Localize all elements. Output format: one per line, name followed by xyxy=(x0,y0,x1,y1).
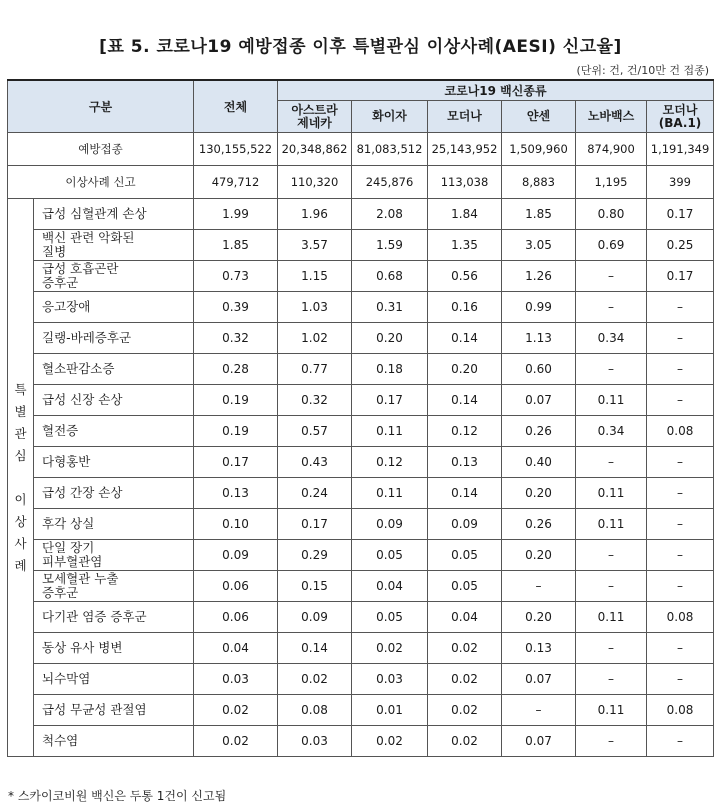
rate-cell: 0.11 xyxy=(352,416,428,447)
rate-cell: 0.31 xyxy=(352,292,428,323)
rate-cell: 0.11 xyxy=(576,385,647,416)
rate-cell: 0.34 xyxy=(576,323,647,354)
rate-cell: 0.20 xyxy=(428,354,502,385)
rate-cell: 1.13 xyxy=(502,323,576,354)
summary-cell: 874,900 xyxy=(576,133,647,166)
table-title: [표 5. 코로나19 예방접종 이후 특별관심 이상사례(AESI) 신고율] xyxy=(99,37,622,57)
rate-cell: 1.02 xyxy=(278,323,352,354)
rate-cell: 1.15 xyxy=(278,261,352,292)
rate-cell: 0.05 xyxy=(352,602,428,633)
summary-row-label: 예방접종 xyxy=(8,133,194,166)
table-row xyxy=(8,385,714,416)
footnote: * 스카이코비원 백신은 두통 1건이 신고됨 xyxy=(8,789,227,803)
rate-cell: – xyxy=(647,354,714,385)
rate-cell: 0.10 xyxy=(194,509,278,540)
table-row xyxy=(8,633,714,664)
table-row xyxy=(8,571,714,602)
summary-cell: 245,876 xyxy=(352,166,428,199)
rate-cell: 1.99 xyxy=(194,199,278,230)
rate-cell: 3.57 xyxy=(278,230,352,261)
summary-cell: 25,143,952 xyxy=(428,133,502,166)
rate-cell: – xyxy=(647,571,714,602)
summary-cell: 479,712 xyxy=(194,166,278,199)
rate-cell: 1.03 xyxy=(278,292,352,323)
row-label: 뇌수막염 xyxy=(34,664,194,695)
summary-cell: 110,320 xyxy=(278,166,352,199)
table-row xyxy=(8,664,714,695)
rate-cell: 0.02 xyxy=(428,726,502,757)
rate-cell: 0.08 xyxy=(647,695,714,726)
rate-cell: 0.77 xyxy=(278,354,352,385)
summary-row-label: 이상사례 신고 xyxy=(8,166,194,199)
rate-cell: 0.07 xyxy=(502,385,576,416)
rate-cell: 0.20 xyxy=(502,478,576,509)
table-row xyxy=(8,416,714,447)
rate-cell: 0.11 xyxy=(576,509,647,540)
table-row xyxy=(8,447,714,478)
side-label-char: 관 xyxy=(14,425,27,441)
row-label: 급성 무균성 관절염 xyxy=(34,695,194,726)
rate-cell: 1.84 xyxy=(428,199,502,230)
rate-cell: 0.08 xyxy=(278,695,352,726)
rate-cell: 0.14 xyxy=(278,633,352,664)
rate-cell: – xyxy=(502,571,576,602)
rate-cell: – xyxy=(647,447,714,478)
rate-cell: 0.09 xyxy=(278,602,352,633)
rate-cell: 0.68 xyxy=(352,261,428,292)
rate-cell: 0.05 xyxy=(428,571,502,602)
rate-cell: – xyxy=(502,695,576,726)
rate-cell: 0.08 xyxy=(647,416,714,447)
rate-cell: 0.05 xyxy=(352,540,428,571)
rate-cell: 0.03 xyxy=(352,664,428,695)
rate-cell: 0.69 xyxy=(576,230,647,261)
rate-cell: 0.02 xyxy=(194,726,278,757)
side-label-char: 이 xyxy=(14,491,27,507)
row-label: 후각 상실 xyxy=(34,509,194,540)
rate-cell: 0.09 xyxy=(352,509,428,540)
table-row xyxy=(8,199,714,230)
rate-cell: – xyxy=(647,726,714,757)
rate-cell: 0.14 xyxy=(428,385,502,416)
row-label: 응고장애 xyxy=(34,292,194,323)
table-row xyxy=(8,602,714,633)
rate-cell: 0.20 xyxy=(502,540,576,571)
table-row xyxy=(8,726,714,757)
summary-cell: 399 xyxy=(647,166,714,199)
rate-cell: 0.13 xyxy=(502,633,576,664)
rate-cell: – xyxy=(647,478,714,509)
table-row xyxy=(8,695,714,726)
rate-cell: 0.43 xyxy=(278,447,352,478)
header-vaccine: 모더나 xyxy=(428,101,502,133)
rate-cell: 0.14 xyxy=(428,478,502,509)
rate-cell: 0.17 xyxy=(352,385,428,416)
rate-cell: 0.02 xyxy=(278,664,352,695)
table-row xyxy=(8,509,714,540)
rate-cell: 0.02 xyxy=(352,633,428,664)
summary-cell: 20,348,862 xyxy=(278,133,352,166)
rate-cell: 0.20 xyxy=(502,602,576,633)
table-row xyxy=(8,230,714,261)
rate-cell: – xyxy=(576,354,647,385)
rate-cell: 1.85 xyxy=(502,199,576,230)
rate-cell: – xyxy=(647,292,714,323)
table-row xyxy=(8,323,714,354)
rate-cell: 0.06 xyxy=(194,571,278,602)
row-label: 급성 심혈관계 손상 xyxy=(34,199,194,230)
rate-cell: 0.09 xyxy=(194,540,278,571)
rate-cell: – xyxy=(576,726,647,757)
side-label-char: 례 xyxy=(14,557,27,573)
side-label-char xyxy=(8,467,33,489)
rate-cell: 0.02 xyxy=(194,695,278,726)
rate-cell: 3.05 xyxy=(502,230,576,261)
table-row xyxy=(8,261,714,292)
row-label: 급성 호흡곤란 증후군 xyxy=(34,261,194,292)
rate-cell: 0.12 xyxy=(352,447,428,478)
summary-cell: 1,195 xyxy=(576,166,647,199)
rate-cell: 0.18 xyxy=(352,354,428,385)
rate-cell: 0.01 xyxy=(352,695,428,726)
rate-cell: 0.02 xyxy=(352,726,428,757)
summary-cell: 1,191,349 xyxy=(647,133,714,166)
rate-cell: – xyxy=(576,540,647,571)
rate-cell: – xyxy=(576,261,647,292)
rate-cell: – xyxy=(647,540,714,571)
rate-cell: – xyxy=(647,323,714,354)
rate-cell: 0.26 xyxy=(502,509,576,540)
side-category-label xyxy=(8,199,34,757)
rate-cell: 0.13 xyxy=(194,478,278,509)
row-label: 길랭-바레증후군 xyxy=(34,323,194,354)
side-label-char: 별 xyxy=(14,403,27,419)
rate-cell: 0.03 xyxy=(194,664,278,695)
summary-cell: 130,155,522 xyxy=(194,133,278,166)
header-total: 전체 xyxy=(194,80,278,133)
side-label-char: 상 xyxy=(14,513,27,529)
rate-cell: 0.04 xyxy=(194,633,278,664)
rate-cell: 0.02 xyxy=(428,633,502,664)
rate-cell: 0.34 xyxy=(576,416,647,447)
rate-cell: 0.14 xyxy=(428,323,502,354)
rate-cell: 0.08 xyxy=(647,602,714,633)
summary-cell: 113,038 xyxy=(428,166,502,199)
row-label: 백신 관련 악화된 질병 xyxy=(34,230,194,261)
rate-cell: 1.26 xyxy=(502,261,576,292)
rate-cell: 0.09 xyxy=(428,509,502,540)
rate-cell: 0.07 xyxy=(502,664,576,695)
rate-cell: – xyxy=(576,664,647,695)
row-label: 급성 신장 손상 xyxy=(34,385,194,416)
rate-cell: 0.29 xyxy=(278,540,352,571)
header-vaccine-group: 코로나19 백신종류 xyxy=(278,80,714,101)
row-label: 척수염 xyxy=(34,726,194,757)
rate-cell: 0.02 xyxy=(428,695,502,726)
rate-cell: 0.99 xyxy=(502,292,576,323)
aesi-table xyxy=(7,79,714,757)
table-row xyxy=(8,540,714,571)
rate-cell: – xyxy=(647,664,714,695)
rate-cell: 0.07 xyxy=(502,726,576,757)
header-category: 구분 xyxy=(8,80,194,133)
rate-cell: 0.32 xyxy=(278,385,352,416)
unit-note: (단위: 건, 건/10만 건 접종) xyxy=(576,64,709,77)
row-label: 혈소판감소증 xyxy=(34,354,194,385)
rate-cell: 0.04 xyxy=(352,571,428,602)
rate-cell: 0.60 xyxy=(502,354,576,385)
row-label: 혈전증 xyxy=(34,416,194,447)
row-label: 다기관 염증 증후군 xyxy=(34,602,194,633)
rate-cell: 0.02 xyxy=(428,664,502,695)
rate-cell: 1.59 xyxy=(352,230,428,261)
rate-cell: 0.13 xyxy=(428,447,502,478)
side-label-char: 사 xyxy=(14,535,27,551)
summary-cell: 8,883 xyxy=(502,166,576,199)
rate-cell: 0.80 xyxy=(576,199,647,230)
rate-cell: 0.04 xyxy=(428,602,502,633)
rate-cell: 0.24 xyxy=(278,478,352,509)
rate-cell: 0.17 xyxy=(647,261,714,292)
rate-cell: 0.16 xyxy=(428,292,502,323)
rate-cell: – xyxy=(647,509,714,540)
rate-cell: – xyxy=(647,633,714,664)
rate-cell: 0.11 xyxy=(576,478,647,509)
rate-cell: 0.19 xyxy=(194,385,278,416)
rate-cell: – xyxy=(647,385,714,416)
rate-cell: 1.35 xyxy=(428,230,502,261)
header-vaccine: 화이자 xyxy=(352,101,428,133)
rate-cell: 0.73 xyxy=(194,261,278,292)
header-vaccine: 아스트라 제네카 xyxy=(278,101,352,133)
rate-cell: 1.96 xyxy=(278,199,352,230)
rate-cell: 0.11 xyxy=(352,478,428,509)
rate-cell: 0.25 xyxy=(647,230,714,261)
row-label: 동상 유사 병변 xyxy=(34,633,194,664)
table-row xyxy=(8,478,714,509)
rate-cell: 0.03 xyxy=(278,726,352,757)
rate-cell: 0.40 xyxy=(502,447,576,478)
rate-cell: 0.15 xyxy=(278,571,352,602)
summary-cell: 81,083,512 xyxy=(352,133,428,166)
rate-cell: 0.17 xyxy=(194,447,278,478)
summary-row xyxy=(8,166,714,199)
rate-cell: 0.11 xyxy=(576,695,647,726)
rate-cell: 0.26 xyxy=(502,416,576,447)
header-vaccine: 모더나 (BA.1) xyxy=(647,101,714,133)
header-vaccine: 노바백스 xyxy=(576,101,647,133)
rate-cell: 0.17 xyxy=(278,509,352,540)
side-label-char: 심 xyxy=(14,447,27,463)
rate-cell: 0.39 xyxy=(194,292,278,323)
row-label: 단일 장기 피부혈관염 xyxy=(34,540,194,571)
rate-cell: 0.12 xyxy=(428,416,502,447)
summary-cell: 1,509,960 xyxy=(502,133,576,166)
row-label: 급성 간장 손상 xyxy=(34,478,194,509)
rate-cell: 0.28 xyxy=(194,354,278,385)
header-vaccine: 얀센 xyxy=(502,101,576,133)
rate-cell: 0.32 xyxy=(194,323,278,354)
row-label: 모세혈관 누출 증후군 xyxy=(34,571,194,602)
table-row xyxy=(8,354,714,385)
side-label-char: 특 xyxy=(14,381,27,397)
rate-cell: 1.85 xyxy=(194,230,278,261)
rate-cell: – xyxy=(576,633,647,664)
rate-cell: 0.19 xyxy=(194,416,278,447)
row-label: 다형홍반 xyxy=(34,447,194,478)
table-row xyxy=(8,292,714,323)
rate-cell: – xyxy=(576,447,647,478)
rate-cell: – xyxy=(576,571,647,602)
rate-cell: 0.56 xyxy=(428,261,502,292)
summary-row xyxy=(8,133,714,166)
rate-cell: 0.06 xyxy=(194,602,278,633)
rate-cell: 0.11 xyxy=(576,602,647,633)
rate-cell: – xyxy=(576,292,647,323)
rate-cell: 0.17 xyxy=(647,199,714,230)
rate-cell: 0.57 xyxy=(278,416,352,447)
rate-cell: 0.05 xyxy=(428,540,502,571)
rate-cell: 2.08 xyxy=(352,199,428,230)
rate-cell: 0.20 xyxy=(352,323,428,354)
